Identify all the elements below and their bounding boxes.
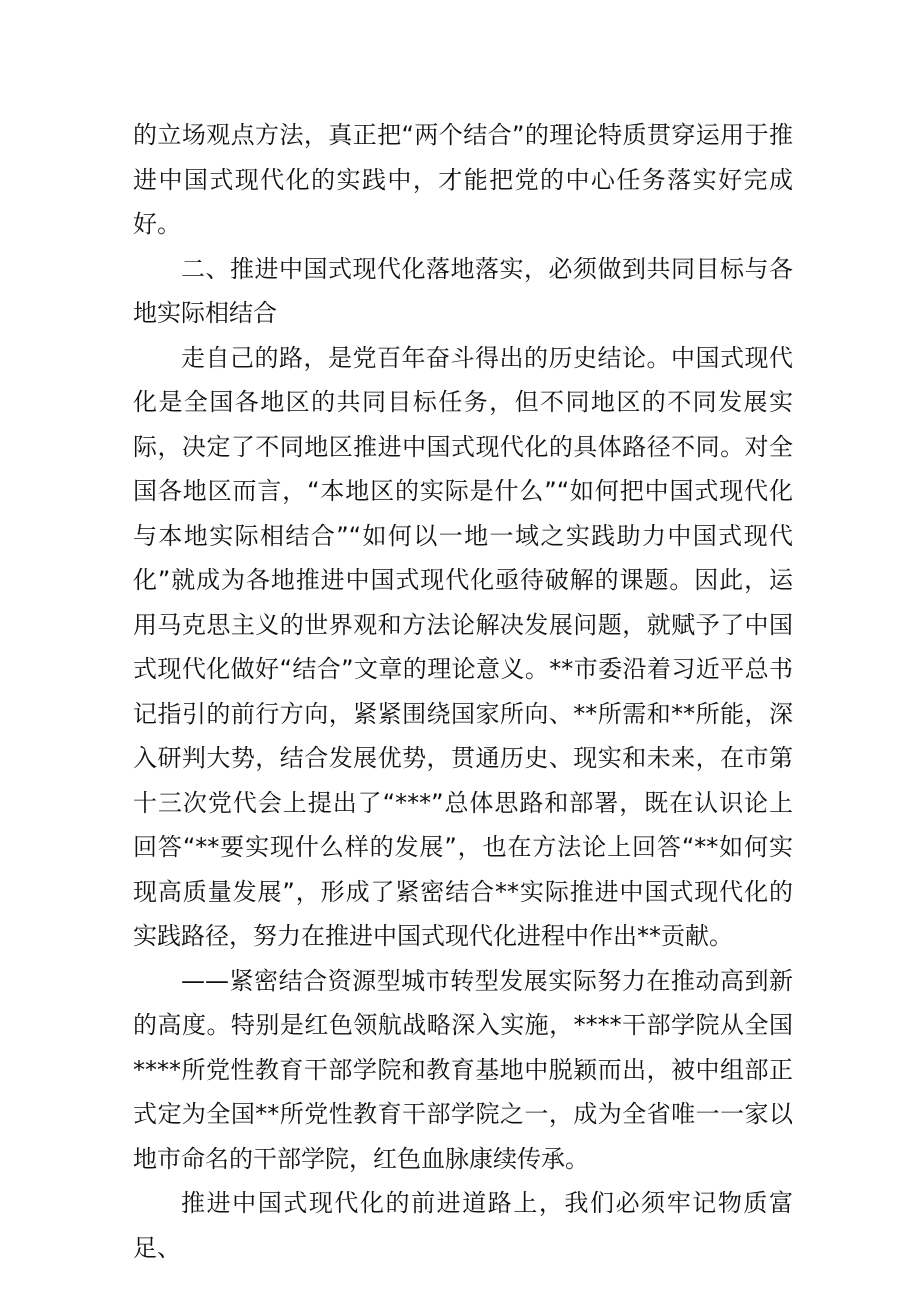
paragraph-continuation: 的立场观点方法，真正把“两个结合”的理论特质贯穿运用于推进中国式现代化的实践中，才能把党的中心任务落实好完成好。 [133,121,793,238]
paragraph-resource-city: ——紧密结合资源型城市转型发展实际努力在推动高到新的高度。特别是红色领航战略深入实施，****干部学院从全国****所党性教育干部学院和教育基地中脱颖而出，被中组部正式定为全国**所党性教育干部学院之一，成为全省唯一一家以地市命名的干部学院，红色血脉康续传承。 [133,966,793,1173]
document-body [133,113,793,1270]
paragraph-main: 走自己的路，是党百年奋斗得出的历史结论。中国式现代化是全国各地区的共同目标任务，但不同地区的不同发展实际，决定了不同地区推进中国式现代化的具体路径不同。对全国各地区而言，“本地区的实际是什么”“如何把中国式现代化与本地实际相结合”“如何以一地一域之实践助力中国式现代化”就成为各地推进中国式现代化亟待破解的课题。因此，运用马克思主义的世界观和方法论解决发展问题，就赋予了中国式现代化做好“结合”文章的理论意义。**市委沿着习近平总书记指引的前行方向，紧紧围绕国家所向、**所需和**所能，深入研判大势，结合发展优势，贯通历史、现实和未来，在市第十三次党代会上提出了“***”总体思路和部署，既在认识论上回答“**要实现什么样的发展”，也在方法论上回答“**如何实现高质量发展”，形成了紧密结合**实际推进中国式现代化的实践路径，努力在推进中国式现代化进程中作出**贡献。 [133,343,793,950]
section-heading: 二、推进中国式现代化落地落实，必须做到共同目标与各地实际相结合 [133,254,793,327]
paragraph-closing: 推进中国式现代化的前进道路上，我们必须牢记物质富足、 [133,1189,793,1262]
